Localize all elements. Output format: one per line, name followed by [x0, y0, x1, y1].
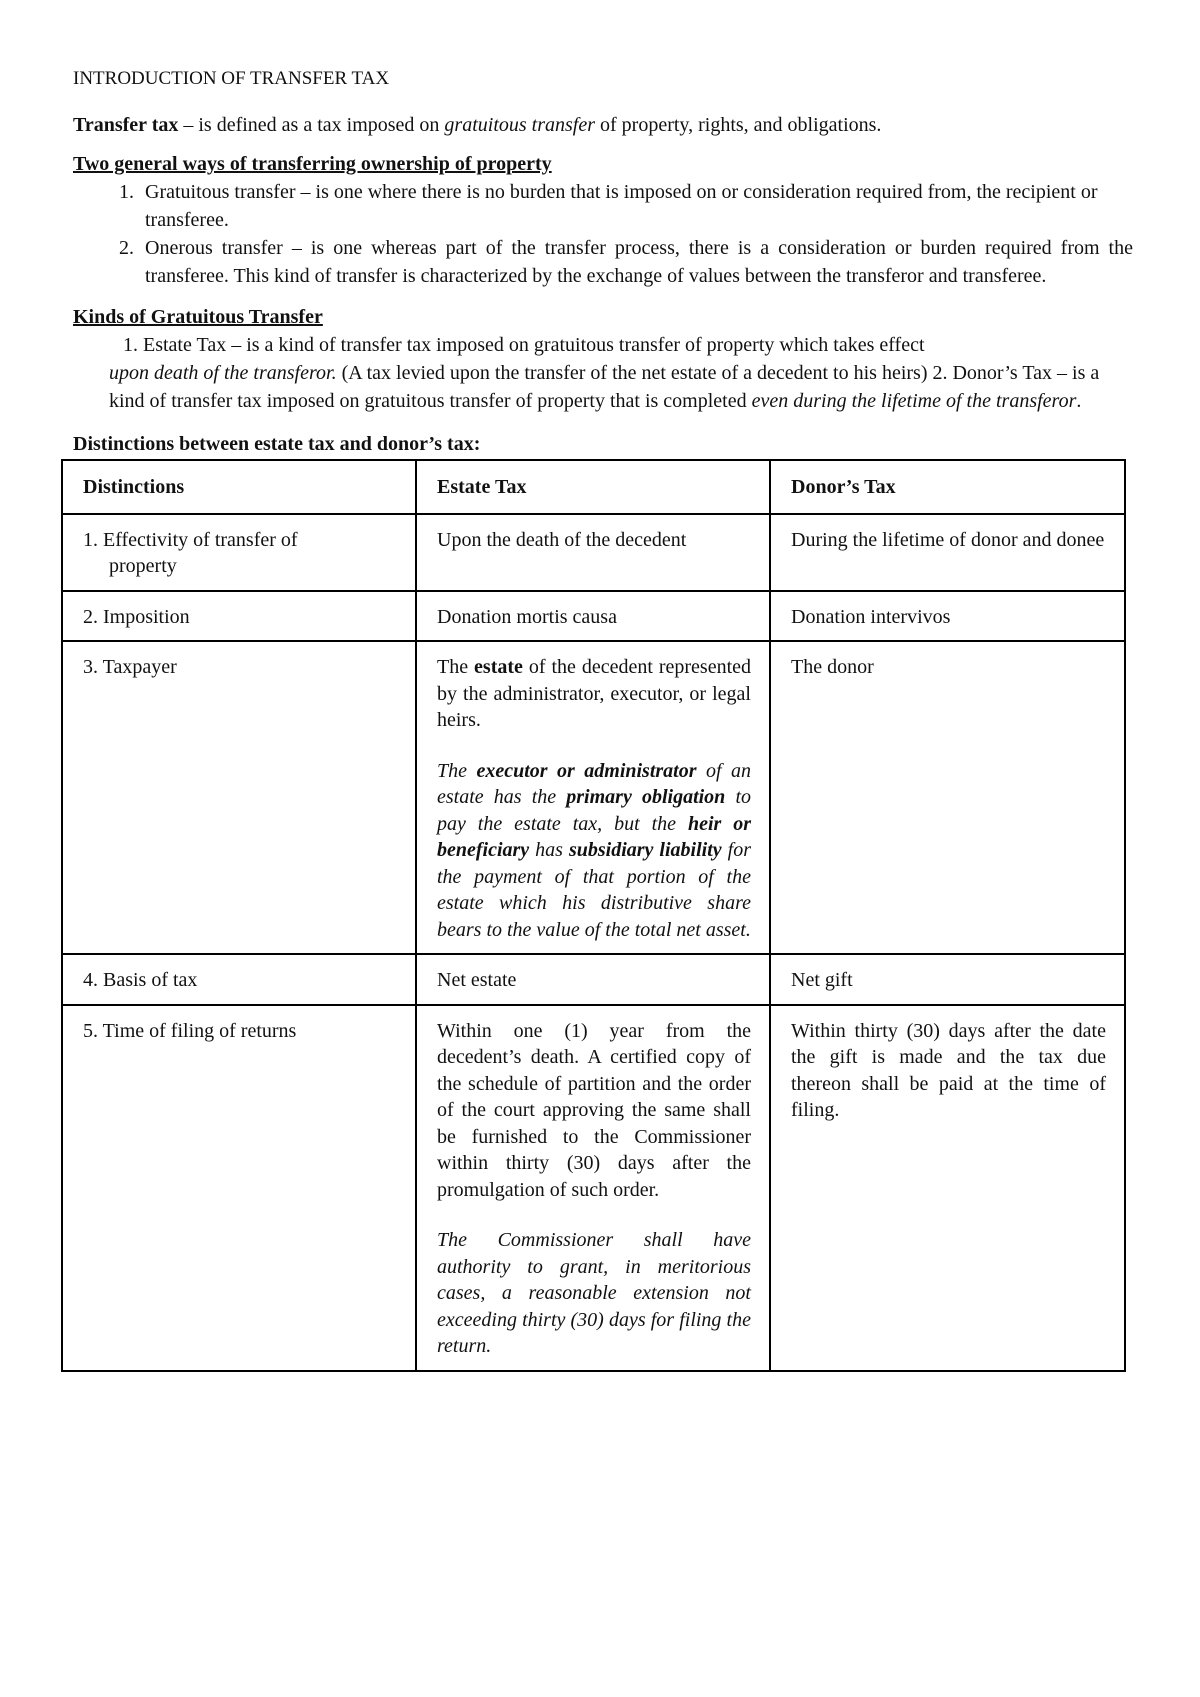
donor-cell: The donor — [770, 641, 1125, 954]
donor-tax-end: . — [1076, 390, 1082, 412]
text-run: for the payment of that portion of the estate which his distributive share bears to the value of the total net asset. — [437, 839, 751, 941]
kinds-paragraph — [73, 331, 1133, 415]
donor-cell: Within thirty (30) days after the date the gift is made and the tax due thereon shall be paid at the time of filing. — [770, 1005, 1125, 1371]
taxpayer-estate-p2 — [437, 758, 751, 944]
text-run-bold: subsidiary liability — [568, 839, 722, 861]
text-run: The — [437, 759, 477, 782]
definition-text-end: of property, rights, and obligations. — [595, 114, 882, 136]
filing-estate-text: Within one (1) year from the decedent’s death. A certified copy of the schedule of partition and the order of the court approving the same shall be furnished to the Commissioner within thirty (30) days after the promulgation of such order. — [437, 1019, 751, 1201]
estate-cell: Upon the death of the decedent — [416, 514, 770, 591]
document-page — [73, 68, 1133, 1372]
definition-text: – is defined as a tax imposed on — [178, 114, 445, 136]
document-title: INTRODUCTION OF TRANSFER TAX — [73, 68, 390, 89]
estate-tax-text: 1. Estate Tax – is a kind of transfer tax imposed on gratuitous transfer of property which takes effect — [123, 334, 925, 356]
table-row — [62, 1005, 1125, 1371]
kinds-heading: Kinds of Gratuitous Transfer — [73, 306, 323, 328]
row-label-text: 1. Effectivity of transfer of — [83, 528, 298, 551]
row-label: 2. Imposition — [62, 591, 416, 642]
row-label-text-cont: property — [109, 555, 177, 577]
text-run-bold: primary obligation — [566, 786, 726, 808]
list-number: 2. — [119, 237, 134, 259]
distinctions-table — [61, 459, 1126, 1372]
estate-cell — [416, 641, 770, 954]
donor-tax-italic: even during the lifetime of the transferor — [751, 390, 1077, 412]
text-run: of the decedent represented by the administrator, executor, or legal heirs. — [437, 656, 752, 731]
list-text: Onerous transfer – is one whereas part of the transfer process, there is a consideration or burden required from the transferee. This kind of transfer is characterized by the exchange of values between the transferor and transferee. — [145, 237, 1133, 287]
row-label: 5. Time of filing of returns — [62, 1005, 416, 1371]
definition-italic: gratuitous transfer — [444, 114, 595, 136]
estate-cell: Donation mortis causa — [416, 591, 770, 642]
text-run-bold: heir or beneficiary — [437, 812, 752, 861]
ways-list — [73, 178, 1133, 290]
estate-cell: Net estate — [416, 954, 770, 1005]
estate-tax-italic: upon death of the transferor. — [109, 362, 337, 384]
table-row — [62, 591, 1125, 642]
donor-cell: Net gift — [770, 954, 1125, 1005]
text-run: The — [437, 656, 475, 678]
list-item — [73, 178, 1133, 234]
text-run: to pay the estate tax, but the — [437, 786, 752, 835]
ways-heading: Two general ways of transferring ownership of property — [73, 153, 552, 175]
text-run: of an estate has the — [437, 759, 752, 808]
text-run-bold: executor or administrator — [476, 759, 697, 782]
transfer-tax-definition — [73, 112, 1133, 139]
list-number: 1. — [119, 181, 134, 203]
column-header: Estate Tax — [416, 460, 770, 514]
table-row — [62, 641, 1125, 954]
row-label: 4. Basis of tax — [62, 954, 416, 1005]
text-run: has — [529, 839, 569, 861]
definition-term: Transfer tax — [73, 114, 179, 136]
table-header-row — [62, 460, 1125, 514]
row-label: 3. Taxpayer — [62, 641, 416, 954]
donor-cell: During the lifetime of donor and donee — [770, 514, 1125, 591]
column-header: Distinctions — [62, 460, 416, 514]
donor-cell: Donation intervivos — [770, 591, 1125, 642]
row-label — [62, 514, 416, 591]
donor-tax-text: (A tax levied upon the transfer of the net estate of a decedent to his heirs) 2. Donor’s Tax – is a kind of transfer tax imposed on gratuitous transfer of property that is completed — [109, 362, 1100, 412]
list-text: Gratuitous transfer – is one where there is no burden that is imposed on or consideration required from, the recipient or transferee. — [145, 181, 1098, 231]
distinctions-heading: Distinctions between estate tax and donor’s tax: — [73, 433, 481, 455]
filing-estate-note: The Commissioner shall have authority to grant, in meritorious cases, a reasonable extension not exceeding thirty (30) days for filing the return. — [437, 1229, 751, 1357]
estate-cell — [416, 1005, 770, 1371]
list-item — [73, 234, 1133, 290]
column-header: Donor’s Tax — [770, 460, 1125, 514]
text-run-bold: estate — [474, 656, 523, 678]
table-row — [62, 954, 1125, 1005]
table-row — [62, 514, 1125, 591]
taxpayer-estate-p1 — [437, 654, 751, 734]
